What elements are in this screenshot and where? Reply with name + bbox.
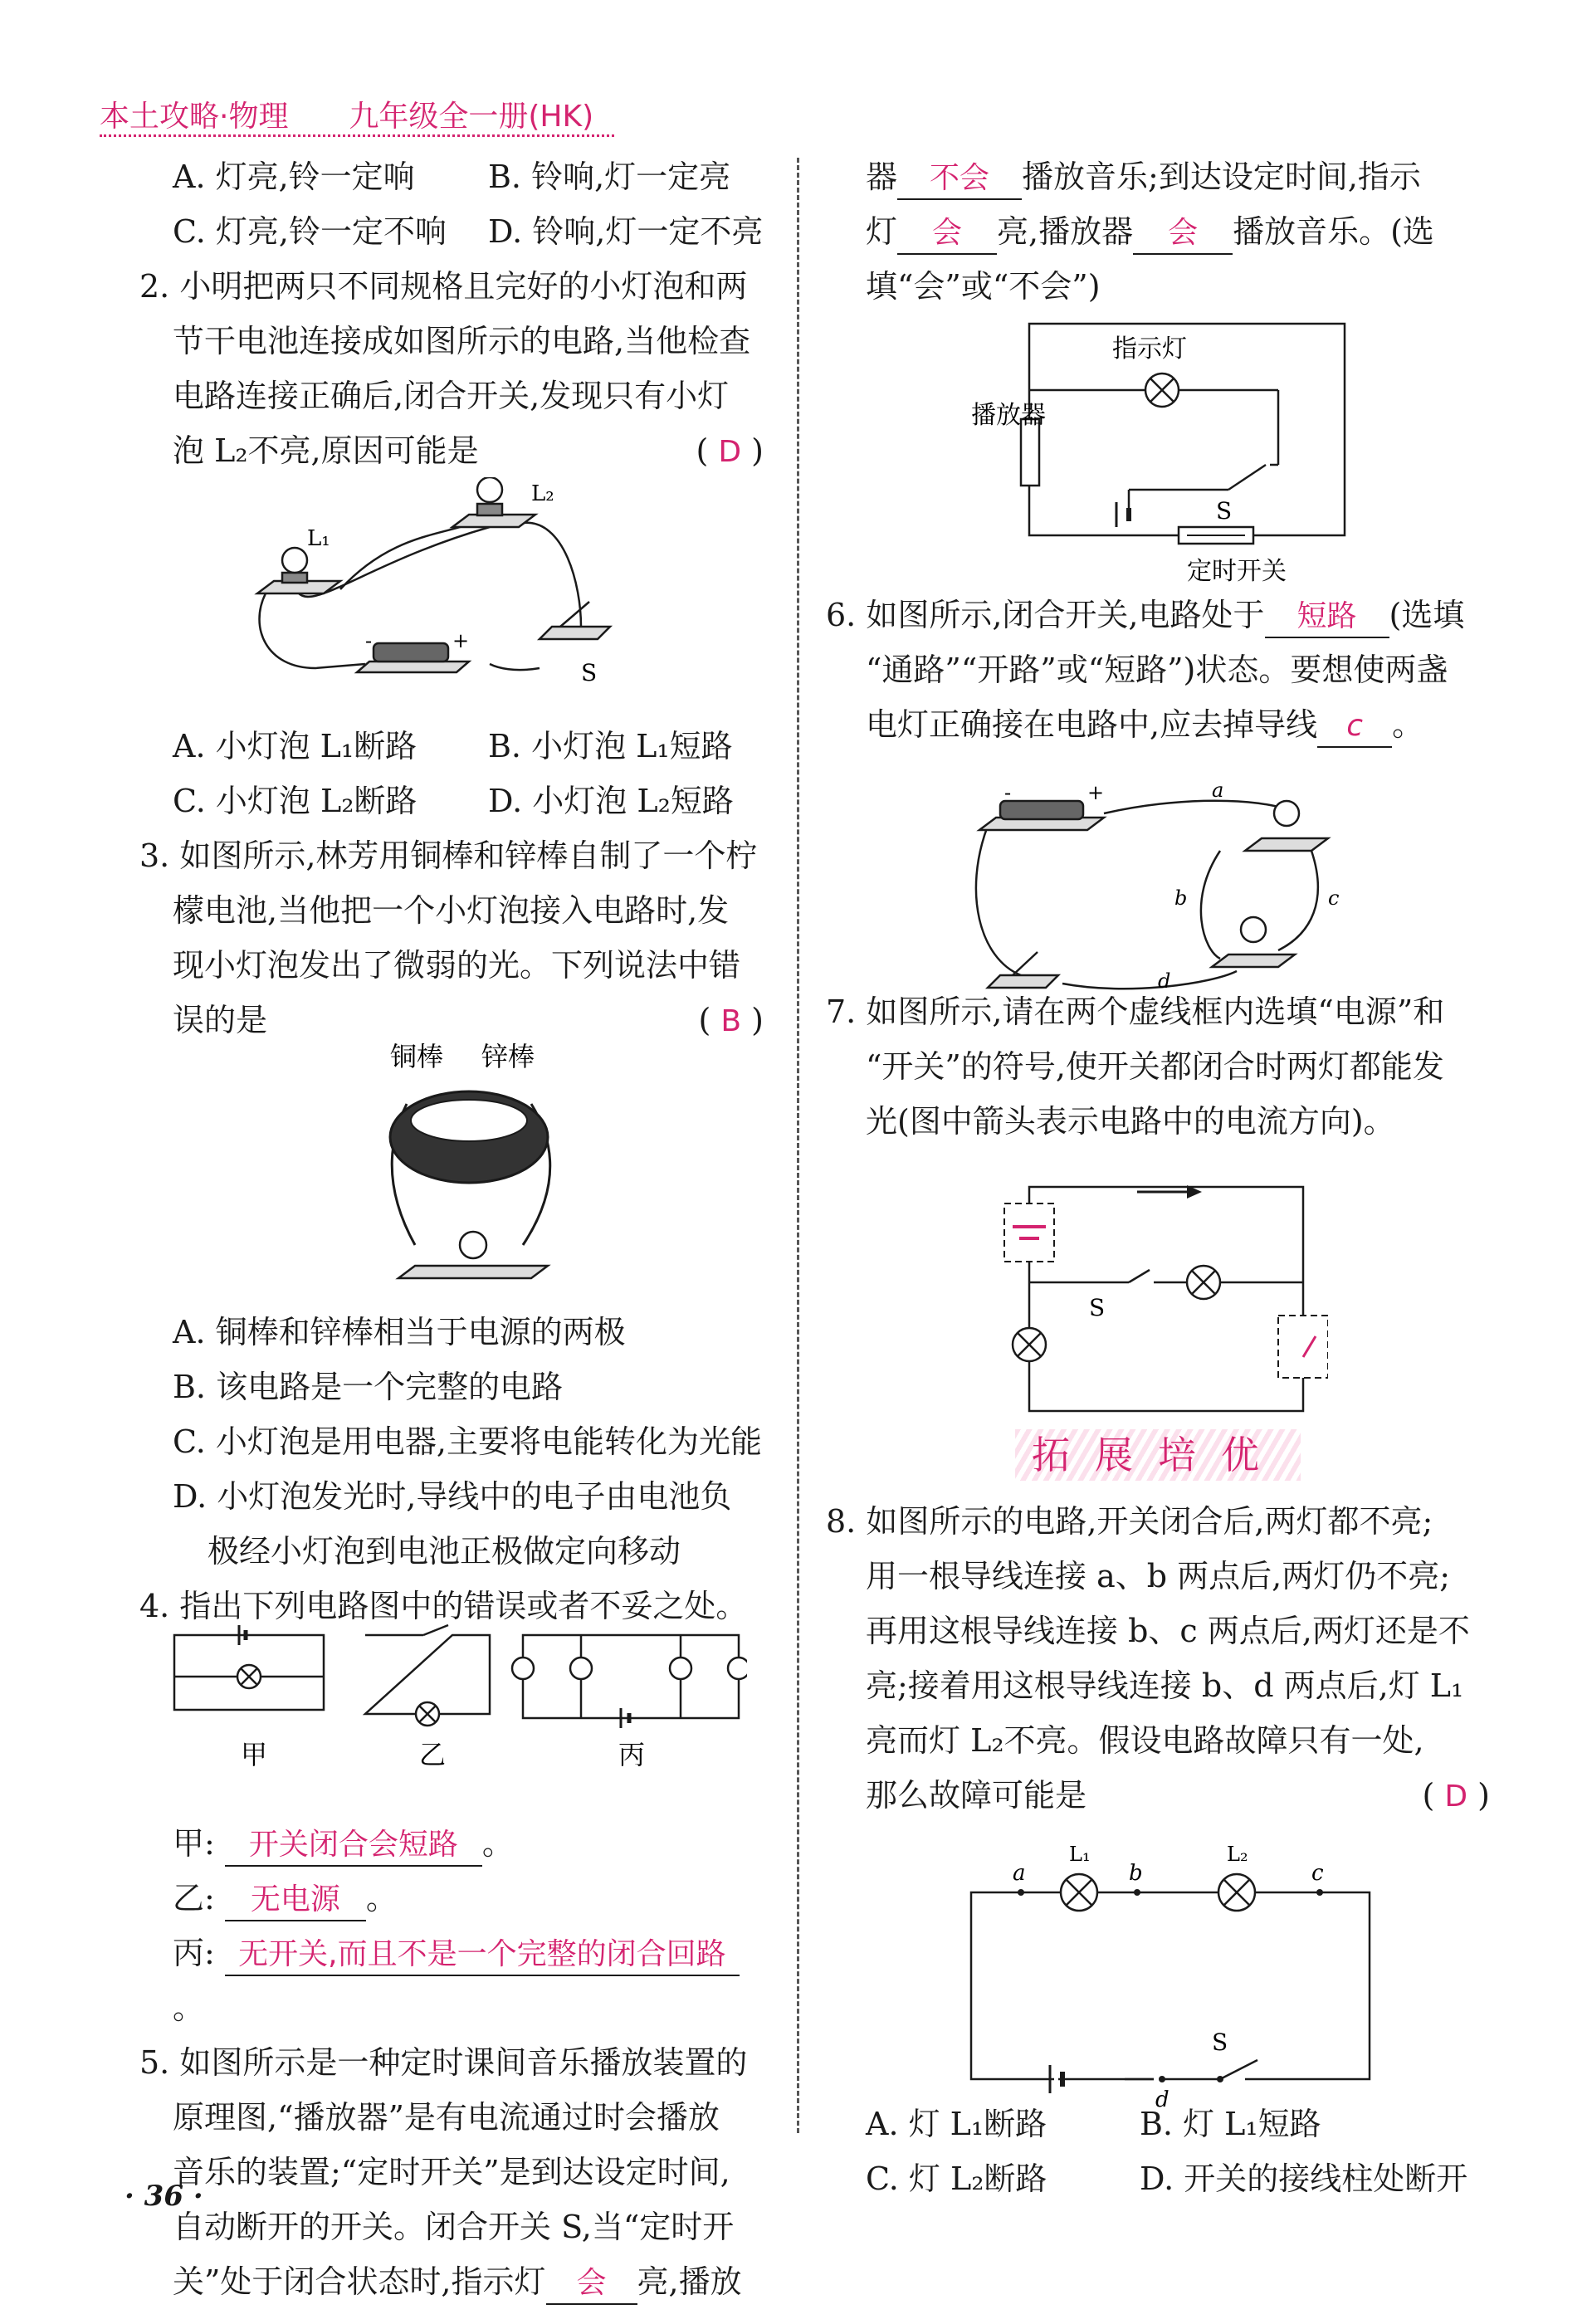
- label-l2: L₂: [1227, 1843, 1248, 1866]
- q5-line5-after: 亮,播放: [637, 2263, 742, 2300]
- q1-options-row2: [100, 204, 764, 259]
- label-zinc: 锌棒: [481, 1041, 535, 1072]
- q5-line5-text: 关”处于闭合状态时,指示灯: [173, 2263, 546, 2300]
- label-minus: -: [1004, 781, 1012, 804]
- q3-line2: 檬电池,当他把一个小灯泡接入电路时,发: [173, 892, 730, 929]
- label-c: c: [1328, 886, 1340, 910]
- q5-line5: [100, 2254, 764, 2309]
- q5-blank2[interactable]: 不会: [897, 159, 1022, 200]
- label-jia: 甲: [241, 1739, 268, 1770]
- q6-blank1[interactable]: 短路: [1265, 597, 1389, 638]
- q8-answer-bracket: ( D ): [1422, 1777, 1490, 1814]
- q1-option-a[interactable]: A. 灯亮,铃一定响: [173, 159, 415, 195]
- running-header: [100, 93, 593, 135]
- label-timer: 定时开关: [1187, 557, 1287, 586]
- q5-line3: 音乐的装置;“定时开关”是到达设定时间,: [173, 2154, 730, 2190]
- q7-line1: 7. 如图所示,请在两个虚线框内选填“电源”和: [826, 994, 1445, 1030]
- label-player: 播放器: [971, 401, 1046, 430]
- q3-line1: 3. 如图所示,林芳用铜棒和锌棒自制了一个柠: [139, 837, 758, 874]
- label-bing: 丙: [618, 1739, 646, 1770]
- q5-blank1[interactable]: 会: [546, 2263, 637, 2305]
- label-indicator-lamp: 指示灯: [1112, 334, 1187, 364]
- label-plus: +: [452, 629, 470, 652]
- q5-r2a: 灯: [866, 213, 898, 250]
- q5-r1b: 播放音乐;到达设定时间,指示: [1022, 159, 1421, 195]
- q6-l3b: 。: [1392, 706, 1424, 743]
- q3-line4-text: 误的是: [173, 1002, 268, 1038]
- q2-option-a[interactable]: A. 小灯泡 L₁断路: [173, 728, 418, 764]
- q2-options-row2: [100, 774, 764, 828]
- q2-circuit-figure: [249, 477, 647, 693]
- q6-l3a: 电灯正确接在电路中,应去掉导线: [866, 706, 1318, 743]
- q8-line5: 亮而灯 L₂不亮。假设电路故障只有一处,: [866, 1722, 1424, 1759]
- q2-option-d[interactable]: D. 小灯泡 L₂短路: [488, 783, 734, 819]
- q2-option-c[interactable]: C. 小灯泡 L₂断路: [173, 783, 418, 819]
- bulb-l2: [452, 477, 535, 527]
- label-d: d: [1158, 969, 1171, 992]
- q7-line3: 光(图中箭头表示电路中的电流方向)。: [866, 1103, 1395, 1140]
- battery: [979, 801, 1104, 830]
- column-divider: [797, 158, 799, 2133]
- label-l1: L₁: [307, 526, 330, 551]
- label-l1: L₁: [1069, 1843, 1091, 1866]
- q6-l1a: 6. 如图所示,闭合开关,电路处于: [826, 597, 1265, 633]
- q3-option-d-cont: 极经小灯泡到电池正极做定向移动: [208, 1533, 681, 1570]
- q4-bing-label: 丙:: [173, 1935, 215, 1971]
- q4-answer-jia: [100, 1816, 764, 1871]
- q2-line3: 电路连接正确后,闭合开关,发现只有小灯: [173, 378, 730, 414]
- q8-option-c[interactable]: C. 灯 L₂断路: [866, 2160, 1047, 2197]
- label-l2: L₂: [531, 481, 554, 506]
- q4-stem: 4. 指出下列电路图中的错误或者不妥之处。: [139, 1588, 748, 1624]
- q2-line1: 2. 小明把两只不同规格且完好的小灯泡和两: [139, 268, 748, 305]
- label-a: a: [1013, 1861, 1026, 1886]
- bulb-lower: [1212, 917, 1295, 967]
- bulb-l1: [257, 548, 340, 593]
- q4-jia-end: 。: [481, 1825, 514, 1862]
- extension-title: 拓展培优: [1015, 1429, 1301, 1481]
- q2-line4-text: 泡 L₂不亮,原因可能是: [173, 432, 479, 469]
- label-d: d: [1155, 2087, 1169, 2108]
- q1-option-c[interactable]: C. 灯亮,铃一定不响: [173, 213, 447, 250]
- q5-blank4[interactable]: 会: [1133, 213, 1233, 255]
- q4-bing-blank[interactable]: 无开关,而且不是一个完整的闭合回路: [225, 1935, 740, 1976]
- q8-option-a[interactable]: A. 灯 L₁断路: [866, 2106, 1047, 2142]
- q8-line6-text: 那么故障可能是: [866, 1777, 1087, 1814]
- q5-circuit-figure: [963, 315, 1361, 589]
- q4-jia-blank[interactable]: 开关闭合会短路: [225, 1825, 482, 1867]
- label-yi: 乙: [419, 1739, 447, 1770]
- q6-line1: [826, 588, 1490, 642]
- q4-yi-label: 乙:: [173, 1880, 215, 1916]
- book-title: 本土攻略·物理: [100, 100, 289, 134]
- q8-option-b[interactable]: B. 灯 L₁短路: [1140, 2106, 1321, 2142]
- switch-s: [540, 602, 610, 639]
- q2-answer-bracket: ( D ): [696, 432, 764, 469]
- q1-option-b[interactable]: B. 铃响,灯一定亮: [488, 159, 731, 195]
- label-s: S: [1089, 1294, 1106, 1321]
- bulb-base: [398, 1266, 548, 1278]
- q6-l1b: (选填: [1389, 597, 1465, 633]
- q8-option-d[interactable]: D. 开关的接线柱处断开: [1140, 2160, 1468, 2197]
- label-copper: 铜棒: [390, 1041, 444, 1072]
- q3-answer-bracket: ( B ): [698, 1002, 764, 1038]
- bulb-icon: [460, 1232, 486, 1258]
- q8-line1: 8. 如图所示的电路,开关闭合后,两灯都不亮;: [826, 1503, 1433, 1540]
- q2-option-b[interactable]: B. 小灯泡 L₁短路: [488, 728, 733, 764]
- q5-r1a: 器: [866, 159, 898, 195]
- label-c: c: [1311, 1861, 1324, 1886]
- label-b: b: [1129, 1861, 1143, 1886]
- page-number: · 36 ·: [125, 2180, 203, 2213]
- label-a: a: [1212, 779, 1224, 802]
- q8-line4: 亮;接着用这根导线连接 b、d 两点后,灯 L₁: [866, 1667, 1464, 1704]
- label-plus: +: [1087, 781, 1105, 804]
- q3-line3: 现小灯泡发出了微弱的光。下列说法中错: [173, 947, 741, 984]
- q3-option-a[interactable]: A. 铜棒和锌棒相当于电源的两极: [173, 1314, 626, 1350]
- q5-line6: [826, 149, 1490, 204]
- header-underline: [100, 134, 614, 137]
- q5-line8: 填“会”或“不会”): [866, 268, 1101, 305]
- q5-line1: 5. 如图所示是一种定时课间音乐播放装置的: [139, 2044, 748, 2081]
- q5-blank3[interactable]: 会: [897, 213, 997, 255]
- q6-circuit-figure: [963, 768, 1361, 992]
- q6-line3: [826, 697, 1490, 752]
- bulb-upper: [1245, 801, 1328, 851]
- q6-blank2[interactable]: c: [1317, 706, 1392, 748]
- circuit-bing: [512, 1635, 747, 1728]
- q5-r2c: 播放音乐。(选: [1233, 213, 1434, 250]
- label-s: S: [1212, 2029, 1228, 2056]
- q4-answer-yi: [100, 1871, 764, 1926]
- q8-options-row2: [826, 2151, 1490, 2206]
- q5-line4: 自动断开的开关。闭合开关 S,当“定时开: [173, 2209, 735, 2245]
- q1-options-row1: [100, 149, 764, 204]
- q4-answer-bing: [100, 1926, 764, 2035]
- q4-bing-end: 。: [173, 1990, 205, 2026]
- q5-line7: [826, 204, 1490, 259]
- label-b: b: [1174, 886, 1188, 910]
- q5-line2: 原理图,“播放器”是有电流通过时会播放: [173, 2099, 720, 2136]
- extension-heading: [826, 1423, 1490, 1494]
- q7-circuit-figure: [988, 1179, 1328, 1419]
- label-s: S: [1216, 497, 1233, 525]
- q6-line2: “通路”“开路”或“短路”)状态。要想使两盏: [866, 652, 1448, 688]
- q5-r2b: 亮,播放器: [997, 213, 1134, 250]
- circuit-jia: [174, 1625, 324, 1710]
- switch-box[interactable]: [1278, 1316, 1328, 1378]
- q4-yi-end: 。: [365, 1880, 398, 1916]
- q3-option-b[interactable]: B. 该电路是一个完整的电路: [173, 1369, 564, 1405]
- q7-line2: “开关”的符号,使开关都闭合时两灯都能发: [866, 1048, 1444, 1085]
- q8-line6: [826, 1768, 1490, 1823]
- q8-answer: D: [1444, 1780, 1468, 1814]
- q3-lemon-battery-figure: [365, 1038, 581, 1286]
- label-minus: -: [365, 629, 373, 652]
- q4-yi-blank[interactable]: 无电源: [225, 1880, 366, 1921]
- label-s: S: [581, 659, 598, 686]
- q2-answer: D: [718, 435, 742, 469]
- q8-line3: 再用这根导线连接 b、c 两点后,两灯还是不: [866, 1613, 1470, 1649]
- q2-options-row1: [100, 719, 764, 774]
- q4-jia-label: 甲:: [173, 1825, 215, 1862]
- q2-line4: [100, 423, 764, 478]
- q2-line2: 节干电池连接成如图所示的电路,当他检查: [173, 323, 751, 359]
- q8-line2: 用一根导线连接 a、b 两点后,两灯仍不亮;: [866, 1558, 1451, 1594]
- q3-option-c[interactable]: C. 小灯泡是用电器,主要将电能转化为光能: [173, 1423, 762, 1460]
- q3-answer: B: [720, 1004, 742, 1038]
- q1-option-d[interactable]: D. 铃响,灯一定不亮: [488, 213, 764, 250]
- grade-label: 九年级全一册(HK): [349, 100, 594, 134]
- q8-circuit-figure: [963, 1843, 1378, 2108]
- circuit-yi: [365, 1625, 490, 1726]
- q3-option-d[interactable]: D. 小灯泡发光时,导线中的电子由电池负: [173, 1478, 732, 1515]
- q4-circuit-figures: [166, 1618, 747, 1776]
- power-box[interactable]: [1004, 1204, 1054, 1262]
